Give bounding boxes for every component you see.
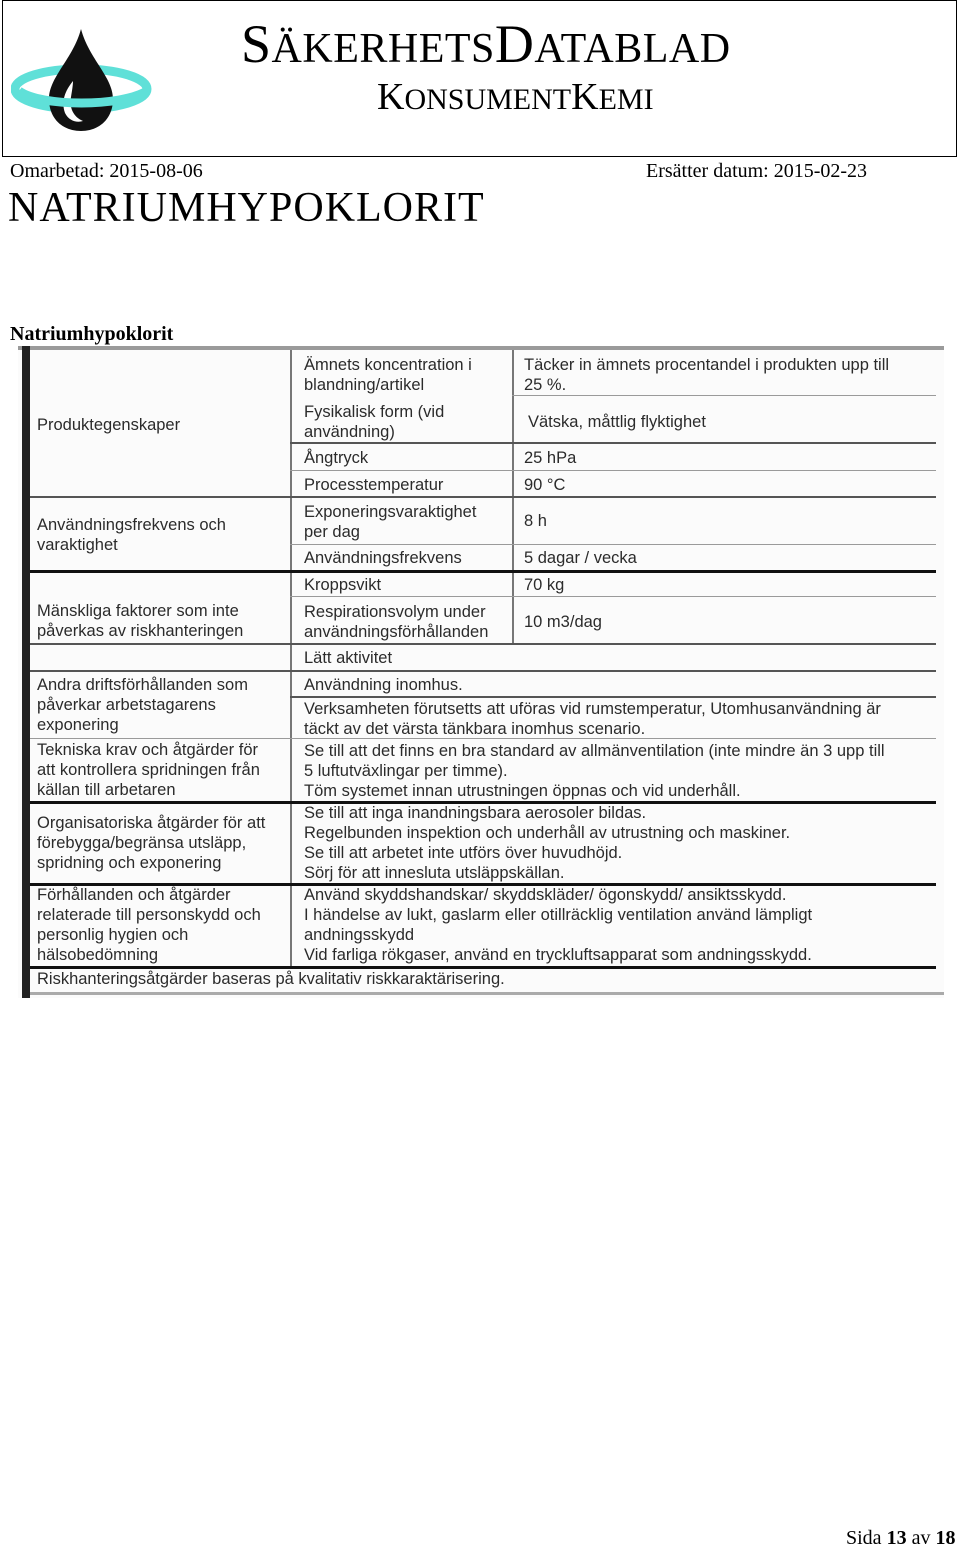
table-top-edge — [18, 346, 944, 350]
row-rule — [30, 496, 936, 498]
param-name: Processtemperatur — [304, 476, 444, 494]
param-value: 70 kg — [524, 576, 565, 594]
row-rule — [290, 696, 936, 698]
risk-management-table — [18, 346, 944, 998]
group-label: Produktegenskaper — [37, 416, 181, 434]
document-type-subtitle: KONSUMENTKEMI — [377, 76, 654, 118]
measure-text: Se till att det finns en bra standard av allmänventilation (inte mindre än 3 upp till 5 luftutväxlingar per timme). Töm systemet innan utrustningen öppnas och vid underhåll. — [304, 742, 885, 800]
row-rule — [30, 643, 936, 645]
row-rule — [290, 442, 936, 444]
table-left-border — [22, 346, 30, 998]
param-value: 10 m3/dag — [524, 613, 602, 631]
param-value: Täcker in ämnets procentandel i produkten upp till 25 %. — [524, 356, 890, 394]
param-name: Exponeringsvaraktighet per dag — [304, 503, 477, 541]
param-name: Ämnets koncentration i blandning/artikel — [304, 356, 472, 394]
param-name: Kroppsvikt — [304, 576, 382, 594]
row-rule — [30, 670, 936, 672]
param-name: Ångtryck — [304, 449, 369, 467]
param-value: 8 h — [524, 512, 547, 530]
group-label: Mänskliga faktorer som inte påverkas av riskhanteringen — [37, 602, 244, 640]
param-name: Användningsfrekvens — [304, 549, 462, 567]
row-rule — [290, 470, 936, 471]
measure-text: Använd skyddshandskar/ skyddskläder/ ögonskydd/ ansiktsskydd. I händelse av lukt, gaslarm eller otillräcklig ventilation använd lämpligt andningsskydd Vid farliga rökgaser, använd en tryckluftsapparat som andningsskydd. — [304, 886, 813, 964]
table-footer-note: Riskhanteringsåtgärder baseras på kvalitativ riskkaraktärisering. — [37, 970, 505, 988]
measure-text: Användning inomhus. — [304, 676, 463, 694]
table-caption: Natriumhypoklorit — [10, 323, 174, 345]
row-rule — [30, 570, 936, 573]
param-value: 25 hPa — [524, 449, 577, 467]
measure-text: Se till att inga inandningsbara aerosoler bildas. Regelbunden inspektion och underhåll av utrustning och maskiner. Se till att arbetet inte utförs över huvudhöjd. Sörj för att innesluta utsläppskällan. — [304, 804, 791, 882]
group-label: Tekniska krav och åtgärder för att kontrollera spridningen från källan till arbetaren — [37, 741, 260, 799]
param-value: Vätska, måttlig flyktighet — [528, 413, 706, 431]
group-label: Andra driftsförhållanden som påverkar arbetstagarens exponering — [37, 676, 248, 734]
row-rule — [290, 544, 936, 545]
measure-text: Verksamheten förutsetts att uföras vid rumstemperatur, Utomhusanvändning är täckt av det värsta tänkbara inomhus scenario. — [304, 700, 881, 738]
page-number: Sida 13 av 18 — [846, 1527, 956, 1549]
group-label: Förhållanden och åtgärder relaterade till personskydd och personlig hygien och hälsobedömning — [37, 886, 261, 964]
revised-date: Omarbetad: 2015-08-06 — [10, 160, 203, 182]
group-label: Användningsfrekvens och varaktighet — [37, 516, 226, 554]
param-name: Fysikalisk form (vid användning) — [304, 403, 445, 441]
header-box — [2, 0, 957, 157]
group-label: Organisatoriska åtgärder för att förebygga/begränsa utsläpp, spridning och exponering — [37, 814, 266, 872]
replaces-date: Ersätter datum: 2015-02-23 — [646, 160, 868, 182]
product-name: NATRIUMHYPOKLORIT — [8, 185, 485, 231]
table-bottom-edge — [30, 992, 944, 995]
param-value: 5 dagar / vecka — [524, 549, 637, 567]
param-value: 90 °C — [524, 476, 566, 494]
row-rule — [512, 395, 936, 396]
param-name: Lätt aktivitet — [304, 649, 393, 667]
row-rule — [290, 596, 936, 597]
document-type-title: SÄKERHETSDATABLAD — [241, 14, 731, 74]
param-name: Respirationsvolym under användningsförhållanden — [304, 603, 489, 641]
droplet-logo-icon — [11, 19, 155, 137]
